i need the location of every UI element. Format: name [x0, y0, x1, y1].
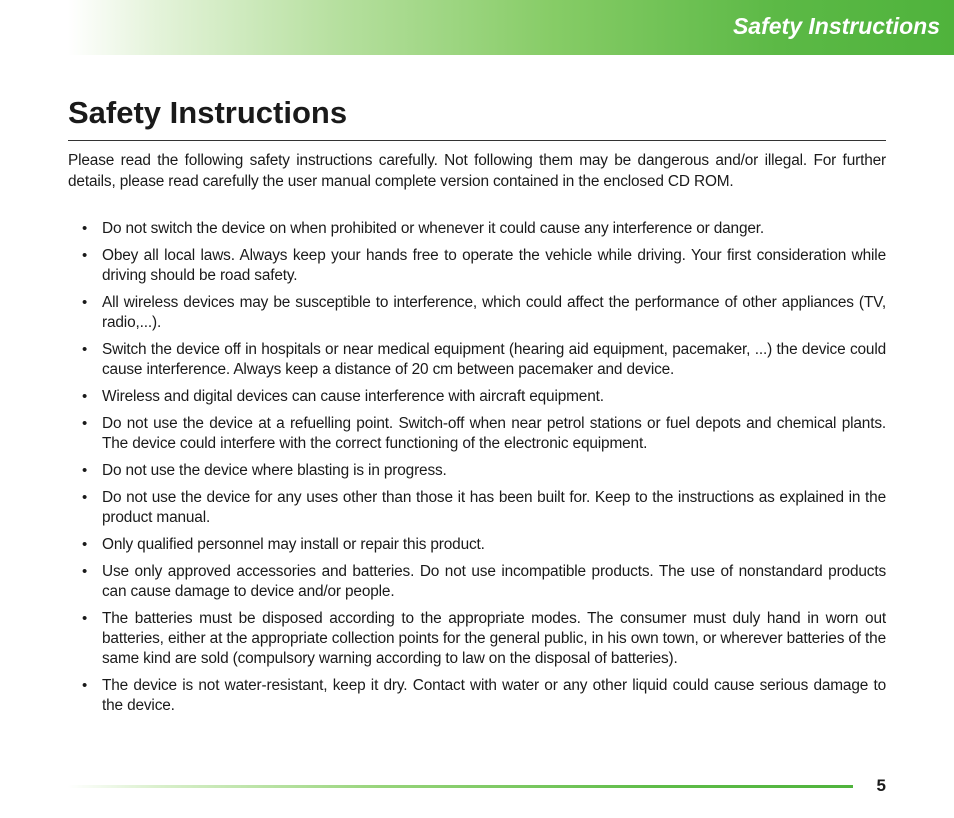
bullet-icon: •	[82, 609, 88, 627]
list-item-text: Do not use the device for any uses other than those it has been built for. Keep to the instructions as explained in the product manual.	[102, 488, 886, 527]
list-item	[68, 535, 886, 555]
title-divider	[68, 140, 886, 141]
list-item-text: All wireless devices may be susceptible to interference, which could affect the performance of other appliances (TV, radio,...).	[102, 293, 886, 332]
list-item-text: The device is not water-resistant, keep it dry. Contact with water or any other liquid could cause serious damage to the device.	[102, 677, 886, 715]
bullet-icon: •	[82, 220, 88, 237]
bullet-icon: •	[82, 388, 88, 406]
bullet-icon: •	[82, 340, 88, 358]
bullet-icon: •	[82, 535, 88, 553]
list-item-text: Wireless and digital devices can cause interference with aircraft equipment.	[102, 388, 604, 406]
list-item-text: Use only approved accessories and batteries. Do not use incompatible products. The use of nonstandard products can cause damage to device and/or people.	[102, 562, 886, 600]
bullet-icon: •	[82, 488, 88, 506]
header-section-title: Safety Instructions	[732, 13, 940, 39]
list-item	[68, 219, 886, 239]
list-item-text: Do not switch the device on when prohibited or whenever it could cause any interference or danger.	[102, 220, 765, 237]
list-item	[68, 387, 886, 407]
list-item-text: Do not use the device where blasting is in progress.	[102, 461, 447, 479]
list-item-text: The batteries must be disposed according to the appropriate modes. The consumer must duly hand in worn out batteries, either at the appropriate collection points for the general public, in his own town, or wherever batteries of the same kind are sold (compulsory warning according to law on the disposal of batteries).	[102, 609, 886, 668]
list-item	[68, 246, 886, 287]
list-item	[68, 488, 886, 529]
footer-divider	[68, 785, 853, 788]
list-item	[68, 562, 886, 603]
bullet-icon: •	[82, 293, 88, 311]
bullet-icon: •	[82, 246, 88, 264]
list-item	[68, 414, 886, 455]
safety-instructions-list	[68, 219, 886, 723]
list-item	[68, 609, 886, 670]
list-item-text: Switch the device off in hospitals or near medical equipment (hearing aid equipment, pacemaker, ...) the device could cause interference. Always keep a distance of 20 cm between pacemaker and device.	[102, 340, 886, 379]
list-item-text: Do not use the device at a refuelling point. Switch-off when near petrol stations or fuel depots and chemical plants. The device could interfere with the correct functioning of the electronic equipment.	[102, 414, 886, 453]
header-band	[68, 0, 954, 55]
list-item-text: Obey all local laws. Always keep your hands free to operate the vehicle while driving. Your first consideration while driving should be road safety.	[102, 246, 886, 285]
page-number: 5	[876, 776, 886, 795]
list-item-text: Only qualified personnel may install or repair this product.	[102, 535, 485, 553]
page-title: Safety Instructions	[68, 95, 348, 130]
bullet-icon: •	[82, 562, 88, 580]
intro-paragraph: Please read the following safety instructions carefully. Not following them may be dangerous and/or illegal. For further details, please read carefully the user manual complete version contained in the enclosed CD ROM.	[68, 152, 886, 190]
list-item	[68, 461, 886, 481]
bullet-icon: •	[82, 414, 88, 432]
list-item	[68, 340, 886, 381]
list-item	[68, 293, 886, 334]
list-item	[68, 676, 886, 717]
bullet-icon: •	[82, 461, 88, 479]
bullet-icon: •	[82, 677, 88, 695]
